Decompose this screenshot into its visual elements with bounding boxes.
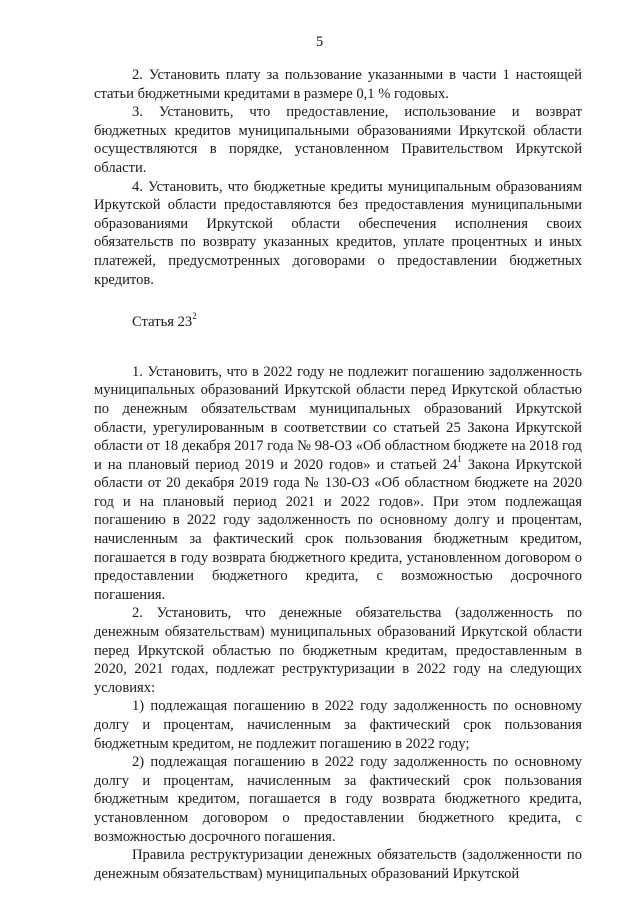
paragraph: 4. Установить, что бюджетные кредиты муниципальным образованиям Иркутской области предоставляются без предоставления муниципальными образованиями Иркутской области обеспечения исполнения своих обязательств по возврату указанных кредитов, уплате процентных и иных платежей, предусмотренных договорами о предоставлении бюджетных кредитов. [94, 178, 582, 288]
paragraph [94, 363, 582, 605]
document-body [94, 66, 582, 883]
paragraph: Правила реструктуризации денежных обязательств (задолженности по денежным обязательствам) муниципальных образований Иркутской [94, 847, 582, 882]
paragraph: 3. Установить, что предоставление, использование и возврат бюджетных кредитов муниципальными образованиями Иркутской области осуществляются в порядке, установленном Правительством Иркутской области. [94, 104, 582, 176]
article-heading [94, 313, 582, 332]
article-heading-text: Статья 23 [132, 314, 193, 331]
list-item-condition: 2) подлежащая погашению в 2022 году задолженность по основному долгу и процентам, начисленным за фактический срок пользования бюджетным кредитом, погашается в году возврата бюджетного кредита, установленном договором о предоставлении бюджетного кредита, с возможностью досрочного погашения. [94, 754, 582, 845]
paragraph: 2. Установить плату за пользование указанными в части 1 настоящей статьи бюджетными кредитами в размере 0,1 % годовых. [94, 67, 582, 102]
paragraph-text-part: 1. Установить, что в 2022 году не подлежит погашению задолженность муниципальных образований Иркутской области перед Иркутской областью по денежным обязательствам муниципальных образований Иркутской области, урегулированным в соответствии со статьей 25 Закона Иркутской области от 18 декабря 2017 года № 98-ОЗ «Об областном бюджете на 2018 год и на плановый период 2019 и 2020 годов» и статьей 24 [94, 363, 582, 473]
page-number: 5 [315, 34, 324, 50]
paragraph-text-part: Закона Иркутской области от 20 декабря 2019 года № 130-ОЗ «Об областном бюджете на 2020 год и на плановый период 2021 и 2022 годов». При этом подлежащая погашению в 2022 году задолженность по основному долгу и процентам, начисленным за фактический срок пользования бюджетным кредитом, погашается в году возврата бюджетного кредита, установленном договором о предоставлении бюджетного кредита, с возможностью досрочного погашения. [94, 456, 582, 603]
article-heading-superscript: 2 [192, 311, 197, 322]
paragraph: 2. Установить, что денежные обязательства (задолженность по денежным обязательствам) муниципальных образований Иркутской области перед Иркутской областью по бюджетным кредитам, предоставленным в 2020, 2021 годах, подлежат реструктуризации в 2022 году на следующих условиях: [94, 605, 582, 696]
article-superscript: 1 [457, 453, 462, 464]
list-item-condition: 1) подлежащая погашению в 2022 году задолженность по основному долгу и процентам, начисленным за фактический срок пользования бюджетным кредитом, не подлежит погашению в 2022 году; [94, 698, 582, 752]
